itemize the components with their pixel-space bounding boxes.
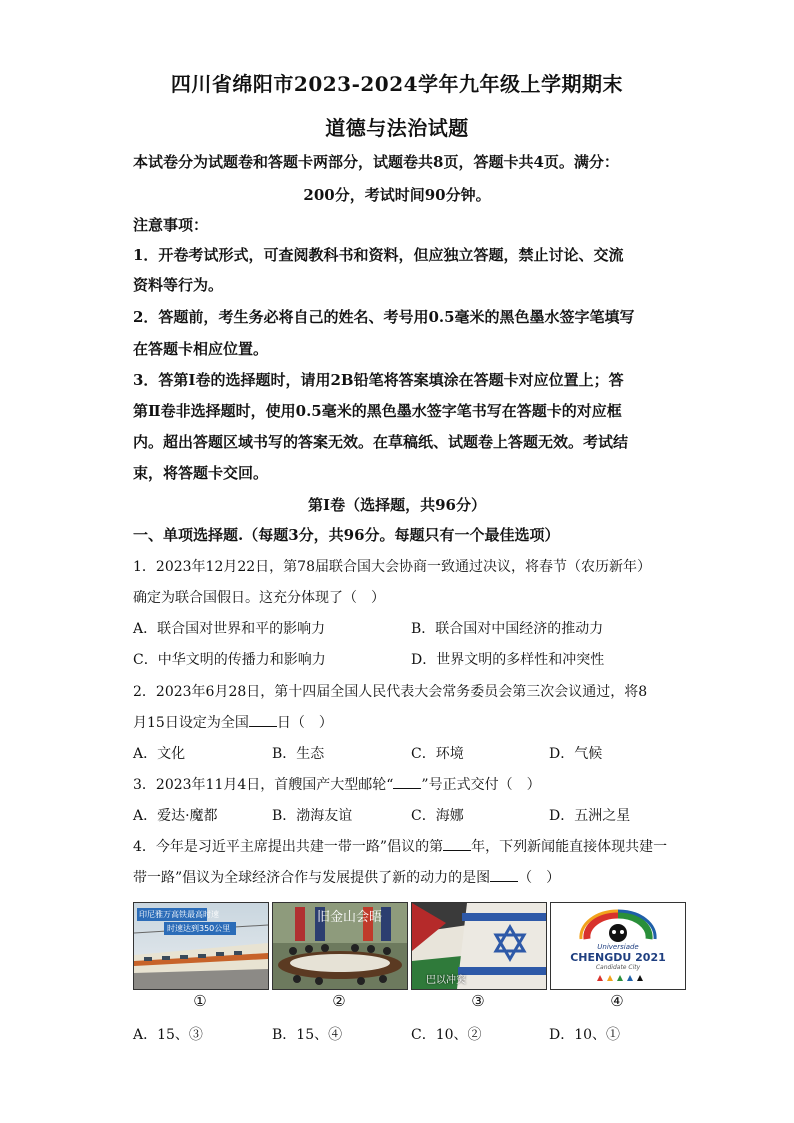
q3-option-d: D．五洲之星 xyxy=(549,808,631,824)
q4-option-b: B．15、④ xyxy=(272,1027,343,1043)
q4-option-c: C．10、② xyxy=(411,1027,482,1043)
q4-text-c: 带一路”倡议为全球经济合作与发展提供了新的动力的是图 xyxy=(133,870,491,886)
news-image-flags xyxy=(411,902,547,990)
q4-option-a: A．15、③ xyxy=(133,1027,203,1043)
q4-text-b: 年，下列新闻能直接体现共建一 xyxy=(471,839,668,855)
q4-text-a: 4．今年是习近平主席提出共建一带一路”倡议的第 xyxy=(133,839,444,855)
image-label: ③ xyxy=(471,992,485,1010)
notice-line: 1．开卷考试形式，可查阅教科书和资料，但应独立答题，禁止讨论、交流 xyxy=(133,246,624,264)
image-label: ① xyxy=(193,992,207,1010)
q2-option-c: C．环境 xyxy=(411,746,464,762)
notice-line: 束，将答题卡交回。 xyxy=(133,464,269,482)
fill-blank xyxy=(393,776,421,789)
notice-line: 在答题卡相应位置。 xyxy=(133,340,269,358)
exam-title: 四川省绵阳市2023-2024学年九年级上学期期末 xyxy=(170,72,624,96)
notice-line: 2．答题前，考生务必将自己的姓名、考号用0.5毫米的黑色墨水签字笔填写 xyxy=(133,308,635,326)
part-heading: 第Ⅰ卷（选择题，共96分） xyxy=(308,496,486,514)
q1-option-a: A．联合国对世界和平的影响力 xyxy=(133,621,326,637)
q3-option-a: A．爱达·魔都 xyxy=(133,808,218,824)
q2-text-a: 月15日设定为全国 xyxy=(133,715,249,731)
image-caption-overlay: 时速达到350公里 xyxy=(167,924,231,933)
q1-option-b: B．联合国对中国经济的推动力 xyxy=(411,621,604,637)
q3-option-b: B．渤海友谊 xyxy=(272,808,353,824)
q2-option-b: B．生态 xyxy=(272,746,325,762)
image-label: ④ xyxy=(610,992,624,1010)
notice-line: 资料等行为。 xyxy=(133,276,224,294)
question-2-stem: 2．2023年6月28日，第十四届全国人民代表大会常务委员会第三次会议通过，将8 xyxy=(133,684,648,700)
q1-option-d: D．世界文明的多样性和冲突性 xyxy=(411,652,605,668)
image-caption-overlay: 印尼雅万高铁最高时速 xyxy=(139,910,219,919)
fill-blank xyxy=(249,714,277,727)
image-caption-overlay: 巴以冲突 xyxy=(426,975,466,986)
notice-line: 内。超出答题区域书写的答案无效。在草稿纸、试题卷上答题无效。考试结 xyxy=(133,433,629,451)
q3-text-a: 3．2023年11月4日，首艘国产大型邮轮“ xyxy=(133,777,394,793)
question-3-stem xyxy=(133,774,541,794)
intro-line-2: 200分，考试时间90分钟。 xyxy=(303,186,491,204)
notice-line: 3．答第Ⅰ卷的选择题时，请用2B铅笔将答案填涂在答题卡对应位置上；答 xyxy=(133,371,624,389)
notice-heading: 注意事项： xyxy=(133,216,209,234)
news-image-universiade-logo xyxy=(550,902,686,990)
fill-blank xyxy=(490,869,518,882)
news-image-high-speed-train xyxy=(133,902,269,990)
q1-option-c: C．中华文明的传播力和影响力 xyxy=(133,652,326,668)
q2-option-d: D．气候 xyxy=(549,746,603,762)
q4-text-d: （ ） xyxy=(518,870,561,886)
question-1-stem-cont: 确定为联合国假日。这充分体现了（ ） xyxy=(133,590,385,606)
question-1-stem: 1．2023年12月22日，第78届联合国大会协商一致通过决议，将春节（农历新年） xyxy=(133,559,651,575)
fill-blank xyxy=(443,838,471,851)
exam-subtitle: 道德与法治试题 xyxy=(325,116,469,140)
q4-option-d: D．10、① xyxy=(549,1027,621,1043)
logo-text-main: CHENGDU 2021 xyxy=(570,951,666,964)
question-2-stem-cont xyxy=(133,712,333,732)
q3-text-b: ”号正式交付（ ） xyxy=(421,777,541,793)
question-4-stem-cont xyxy=(133,867,560,887)
q2-option-a: A．文化 xyxy=(133,746,186,762)
q3-option-c: C．海娜 xyxy=(411,808,464,824)
logo-text-top: Universiade xyxy=(597,943,639,951)
question-4-stem xyxy=(133,836,667,856)
intro-line-1: 本试卷分为试题卷和答题卡两部分，试题卷共8页，答题卡共4页。满分： xyxy=(133,153,619,171)
q2-text-b: 日（ ） xyxy=(276,715,333,731)
logo-text-sub: Candidate City xyxy=(595,964,641,971)
section-heading: 一、单项选择题.（每题3分，共96分。每题只有一个最佳选项） xyxy=(133,526,560,544)
image-caption-overlay: 旧金山会晤 xyxy=(317,910,383,925)
news-image-san-francisco-meeting xyxy=(272,902,408,990)
notice-line: 第Ⅱ卷非选择题时，使用0.5毫米的黑色墨水签字笔书写在答题卡的对应框 xyxy=(133,402,622,420)
image-label: ② xyxy=(332,992,346,1010)
